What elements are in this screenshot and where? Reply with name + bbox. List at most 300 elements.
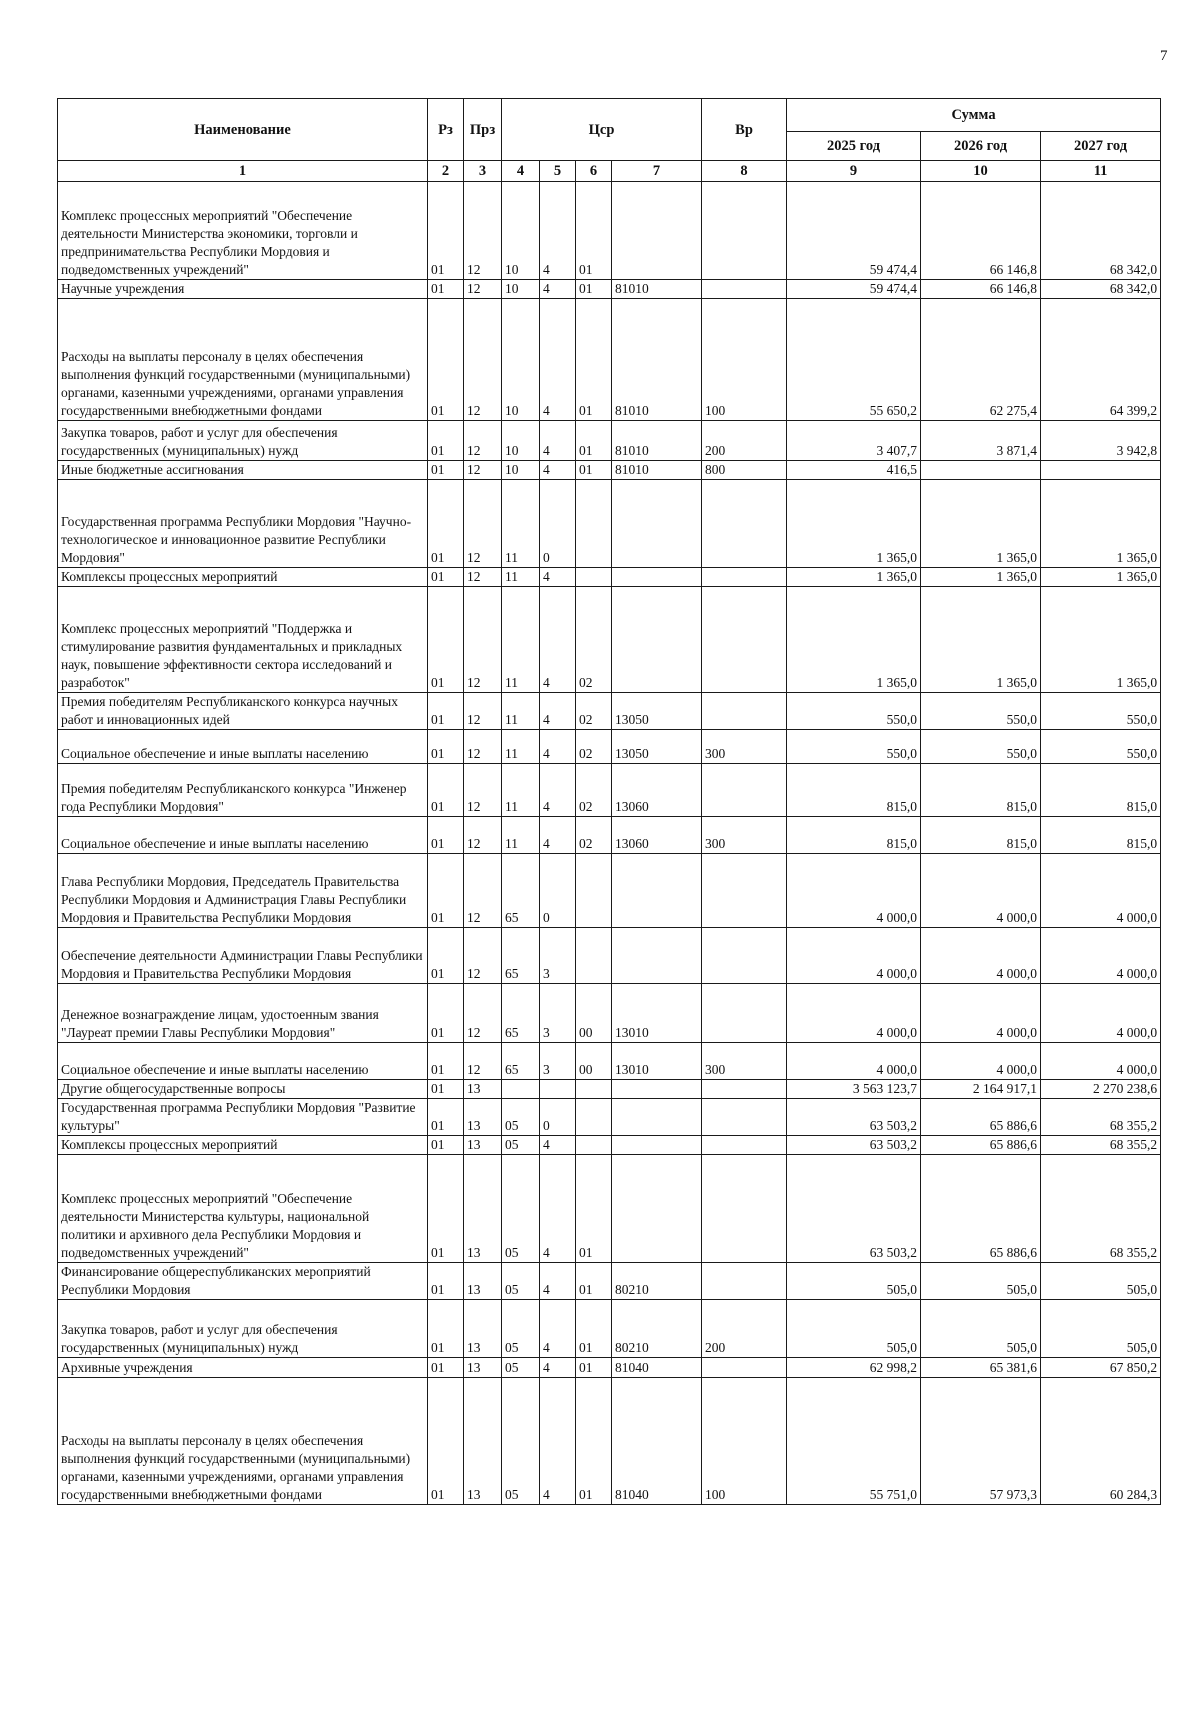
row-name: Архивные учреждения <box>58 1358 428 1378</box>
table-row <box>58 568 1161 587</box>
row-csr-direction <box>612 1155 702 1263</box>
row-csr-program <box>502 1080 540 1099</box>
row-sum-2026: 505,0 <box>921 1263 1041 1300</box>
col-number: 9 <box>787 161 921 182</box>
row-csr-program: 65 <box>502 1043 540 1080</box>
row-csr-type: 3 <box>540 1043 576 1080</box>
row-prz: 12 <box>464 182 502 280</box>
row-rz: 01 <box>428 280 464 299</box>
row-csr-type: 4 <box>540 1136 576 1155</box>
row-csr-subprogram: 01 <box>576 299 612 421</box>
table-row <box>58 1378 1161 1505</box>
row-sum-2026: 1 365,0 <box>921 568 1041 587</box>
row-csr-direction: 13050 <box>612 693 702 730</box>
row-sum-2027: 68 355,2 <box>1041 1099 1161 1136</box>
table-row <box>58 817 1161 854</box>
row-vr: 200 <box>702 421 787 461</box>
row-vr: 100 <box>702 299 787 421</box>
row-csr-direction: 81010 <box>612 299 702 421</box>
row-sum-2026: 1 365,0 <box>921 480 1041 568</box>
row-sum-2026: 550,0 <box>921 693 1041 730</box>
row-sum-2027: 815,0 <box>1041 764 1161 817</box>
row-sum-2027: 1 365,0 <box>1041 568 1161 587</box>
header-year-2025: 2025 год <box>787 132 921 161</box>
row-vr <box>702 587 787 693</box>
row-csr-subprogram <box>576 854 612 928</box>
row-vr <box>702 182 787 280</box>
table-row <box>58 1300 1161 1358</box>
row-sum-2027: 60 284,3 <box>1041 1378 1161 1505</box>
row-csr-direction: 13060 <box>612 817 702 854</box>
table-row <box>58 1263 1161 1300</box>
row-csr-subprogram: 02 <box>576 693 612 730</box>
col-number: 11 <box>1041 161 1161 182</box>
row-prz: 12 <box>464 280 502 299</box>
row-csr-subprogram: 01 <box>576 421 612 461</box>
row-csr-subprogram: 01 <box>576 1155 612 1263</box>
row-name: Социальное обеспечение и иные выплаты населению <box>58 730 428 764</box>
row-vr <box>702 693 787 730</box>
row-csr-program: 05 <box>502 1263 540 1300</box>
row-sum-2025: 550,0 <box>787 730 921 764</box>
table-row <box>58 1136 1161 1155</box>
row-vr: 100 <box>702 1378 787 1505</box>
row-rz: 01 <box>428 764 464 817</box>
row-prz: 13 <box>464 1300 502 1358</box>
row-rz: 01 <box>428 587 464 693</box>
row-csr-type: 4 <box>540 1263 576 1300</box>
row-sum-2025: 416,5 <box>787 461 921 480</box>
header-name: Наименование <box>58 99 428 161</box>
row-csr-program: 11 <box>502 730 540 764</box>
row-sum-2025: 3 407,7 <box>787 421 921 461</box>
row-rz: 01 <box>428 1080 464 1099</box>
row-csr-direction <box>612 568 702 587</box>
col-number: 4 <box>502 161 540 182</box>
row-name: Комплекс процессных мероприятий "Обеспечение деятельности Министерства экономики, торговли и предпринимательства Республики Мордовия и подведомственных учреждений" <box>58 182 428 280</box>
row-sum-2027: 1 365,0 <box>1041 587 1161 693</box>
row-name: Иные бюджетные ассигнования <box>58 461 428 480</box>
row-csr-type: 4 <box>540 730 576 764</box>
row-prz: 13 <box>464 1378 502 1505</box>
row-name: Научные учреждения <box>58 280 428 299</box>
row-sum-2026: 815,0 <box>921 817 1041 854</box>
row-csr-subprogram: 00 <box>576 1043 612 1080</box>
table-row <box>58 421 1161 461</box>
row-sum-2026: 65 886,6 <box>921 1136 1041 1155</box>
header-csr: Цср <box>502 99 702 161</box>
row-prz: 12 <box>464 854 502 928</box>
row-rz: 01 <box>428 182 464 280</box>
row-csr-subprogram: 01 <box>576 1263 612 1300</box>
row-csr-program: 11 <box>502 817 540 854</box>
row-rz: 01 <box>428 817 464 854</box>
row-sum-2027: 68 342,0 <box>1041 280 1161 299</box>
row-csr-program: 65 <box>502 928 540 984</box>
row-csr-direction: 81040 <box>612 1358 702 1378</box>
row-rz: 01 <box>428 1043 464 1080</box>
row-csr-subprogram <box>576 928 612 984</box>
row-csr-direction: 80210 <box>612 1300 702 1358</box>
row-csr-type: 4 <box>540 693 576 730</box>
row-sum-2025: 4 000,0 <box>787 984 921 1043</box>
row-csr-type: 4 <box>540 568 576 587</box>
row-prz: 12 <box>464 587 502 693</box>
row-csr-type: 4 <box>540 182 576 280</box>
row-rz: 01 <box>428 730 464 764</box>
row-sum-2025: 550,0 <box>787 693 921 730</box>
row-sum-2025: 63 503,2 <box>787 1099 921 1136</box>
row-name: Закупка товаров, работ и услуг для обеспечения государственных (муниципальных) нужд <box>58 421 428 461</box>
row-name: Государственная программа Республики Мордовия "Научно-технологическое и инновационное развитие Республики Мордовия" <box>58 480 428 568</box>
row-name: Социальное обеспечение и иные выплаты населению <box>58 1043 428 1080</box>
row-csr-program: 10 <box>502 280 540 299</box>
col-number: 10 <box>921 161 1041 182</box>
header-year-2027: 2027 год <box>1041 132 1161 161</box>
row-csr-type: 0 <box>540 854 576 928</box>
row-sum-2025: 55 650,2 <box>787 299 921 421</box>
row-sum-2026: 2 164 917,1 <box>921 1080 1041 1099</box>
row-prz: 13 <box>464 1155 502 1263</box>
row-vr <box>702 1155 787 1263</box>
row-csr-direction <box>612 928 702 984</box>
row-vr <box>702 480 787 568</box>
row-prz: 12 <box>464 984 502 1043</box>
row-csr-subprogram: 01 <box>576 182 612 280</box>
col-number: 6 <box>576 161 612 182</box>
table-row <box>58 1099 1161 1136</box>
row-vr <box>702 1080 787 1099</box>
row-sum-2027: 4 000,0 <box>1041 854 1161 928</box>
row-vr <box>702 928 787 984</box>
col-number: 5 <box>540 161 576 182</box>
row-rz: 01 <box>428 568 464 587</box>
table-row <box>58 587 1161 693</box>
row-prz: 12 <box>464 817 502 854</box>
row-csr-type: 4 <box>540 299 576 421</box>
row-rz: 01 <box>428 1136 464 1155</box>
table-row <box>58 1358 1161 1378</box>
row-name: Премия победителям Республиканского конкурса "Инженер года Республики Мордовия" <box>58 764 428 817</box>
row-sum-2025: 63 503,2 <box>787 1155 921 1263</box>
row-csr-subprogram: 01 <box>576 1378 612 1505</box>
row-sum-2026: 4 000,0 <box>921 984 1041 1043</box>
row-csr-program: 11 <box>502 693 540 730</box>
row-csr-type: 4 <box>540 1155 576 1263</box>
row-csr-program: 11 <box>502 568 540 587</box>
row-csr-subprogram <box>576 568 612 587</box>
col-number: 3 <box>464 161 502 182</box>
row-csr-subprogram: 01 <box>576 1358 612 1378</box>
row-csr-type: 3 <box>540 928 576 984</box>
row-csr-subprogram: 02 <box>576 817 612 854</box>
row-csr-program: 05 <box>502 1136 540 1155</box>
row-csr-type: 4 <box>540 280 576 299</box>
table-row <box>58 182 1161 280</box>
row-sum-2027: 64 399,2 <box>1041 299 1161 421</box>
row-vr <box>702 984 787 1043</box>
row-name: Глава Республики Мордовия, Председатель Правительства Республики Мордовия и Администрация Главы Республики Мордовия и Правительства Республики Мордовия <box>58 854 428 928</box>
row-sum-2027: 4 000,0 <box>1041 928 1161 984</box>
table-row <box>58 299 1161 421</box>
row-rz: 01 <box>428 928 464 984</box>
row-csr-subprogram: 01 <box>576 1300 612 1358</box>
row-sum-2025: 505,0 <box>787 1263 921 1300</box>
row-sum-2025: 4 000,0 <box>787 928 921 984</box>
row-vr <box>702 854 787 928</box>
row-sum-2026 <box>921 461 1041 480</box>
row-sum-2027: 4 000,0 <box>1041 1043 1161 1080</box>
header-year-2026: 2026 год <box>921 132 1041 161</box>
row-sum-2026: 4 000,0 <box>921 854 1041 928</box>
row-sum-2026: 4 000,0 <box>921 1043 1041 1080</box>
row-sum-2027: 505,0 <box>1041 1263 1161 1300</box>
row-csr-type: 4 <box>540 1378 576 1505</box>
row-csr-direction: 81010 <box>612 461 702 480</box>
row-rz: 01 <box>428 1358 464 1378</box>
row-rz: 01 <box>428 1263 464 1300</box>
row-vr <box>702 1263 787 1300</box>
row-csr-direction <box>612 1099 702 1136</box>
row-csr-type: 0 <box>540 1099 576 1136</box>
row-rz: 01 <box>428 299 464 421</box>
budget-table <box>57 98 1161 1505</box>
row-csr-program: 05 <box>502 1300 540 1358</box>
row-sum-2027: 1 365,0 <box>1041 480 1161 568</box>
row-sum-2025: 59 474,4 <box>787 280 921 299</box>
row-vr: 300 <box>702 730 787 764</box>
table-row <box>58 461 1161 480</box>
row-prz: 12 <box>464 1043 502 1080</box>
row-name: Расходы на выплаты персоналу в целях обеспечения выполнения функций государственными (муниципальными) органами, казенными учреждениями, органами управления государственными внебюджетными фондами <box>58 299 428 421</box>
row-sum-2027: 815,0 <box>1041 817 1161 854</box>
row-rz: 01 <box>428 1155 464 1263</box>
row-csr-type: 4 <box>540 1300 576 1358</box>
row-rz: 01 <box>428 480 464 568</box>
row-vr <box>702 280 787 299</box>
header-vr: Вр <box>702 99 787 161</box>
row-csr-direction <box>612 587 702 693</box>
row-prz: 13 <box>464 1263 502 1300</box>
row-csr-subprogram: 00 <box>576 984 612 1043</box>
row-name: Комплексы процессных мероприятий <box>58 1136 428 1155</box>
row-name: Социальное обеспечение и иные выплаты населению <box>58 817 428 854</box>
row-rz: 01 <box>428 1099 464 1136</box>
table-row <box>58 730 1161 764</box>
row-sum-2027: 67 850,2 <box>1041 1358 1161 1378</box>
row-csr-program: 05 <box>502 1099 540 1136</box>
row-csr-program: 65 <box>502 984 540 1043</box>
row-name: Обеспечение деятельности Администрации Главы Республики Мордовия и Правительства Республики Мордовия <box>58 928 428 984</box>
row-prz: 12 <box>464 928 502 984</box>
row-rz: 01 <box>428 854 464 928</box>
table-row <box>58 693 1161 730</box>
row-vr: 200 <box>702 1300 787 1358</box>
row-rz: 01 <box>428 421 464 461</box>
row-csr-subprogram: 02 <box>576 587 612 693</box>
row-vr <box>702 1358 787 1378</box>
row-csr-direction: 81010 <box>612 280 702 299</box>
row-csr-program: 65 <box>502 854 540 928</box>
row-sum-2025: 62 998,2 <box>787 1358 921 1378</box>
row-name: Финансирование общереспубликанских мероприятий Республики Мордовия <box>58 1263 428 1300</box>
row-prz: 12 <box>464 764 502 817</box>
row-sum-2026: 1 365,0 <box>921 587 1041 693</box>
col-number: 8 <box>702 161 787 182</box>
row-csr-type: 3 <box>540 984 576 1043</box>
row-sum-2025: 1 365,0 <box>787 480 921 568</box>
row-vr: 800 <box>702 461 787 480</box>
row-vr: 300 <box>702 1043 787 1080</box>
row-sum-2027: 68 355,2 <box>1041 1155 1161 1263</box>
table-row <box>58 480 1161 568</box>
row-csr-subprogram: 02 <box>576 764 612 817</box>
row-csr-type <box>540 1080 576 1099</box>
row-csr-direction: 81010 <box>612 421 702 461</box>
col-number: 1 <box>58 161 428 182</box>
row-sum-2025: 4 000,0 <box>787 854 921 928</box>
row-csr-program: 11 <box>502 480 540 568</box>
row-sum-2027: 550,0 <box>1041 730 1161 764</box>
row-sum-2026: 57 973,3 <box>921 1378 1041 1505</box>
row-csr-direction <box>612 1136 702 1155</box>
row-prz: 13 <box>464 1358 502 1378</box>
row-csr-type: 4 <box>540 1358 576 1378</box>
row-vr <box>702 764 787 817</box>
row-csr-type: 4 <box>540 817 576 854</box>
row-csr-direction: 81040 <box>612 1378 702 1505</box>
row-sum-2027: 550,0 <box>1041 693 1161 730</box>
row-name: Расходы на выплаты персоналу в целях обеспечения выполнения функций государственными (муниципальными) органами, казенными учреждениями, органами управления государственными внебюджетными фондами <box>58 1378 428 1505</box>
row-csr-direction <box>612 480 702 568</box>
row-sum-2025: 59 474,4 <box>787 182 921 280</box>
row-sum-2026: 4 000,0 <box>921 928 1041 984</box>
row-csr-direction: 13050 <box>612 730 702 764</box>
row-sum-2026: 66 146,8 <box>921 182 1041 280</box>
row-sum-2026: 3 871,4 <box>921 421 1041 461</box>
row-sum-2025: 4 000,0 <box>787 1043 921 1080</box>
row-sum-2027: 3 942,8 <box>1041 421 1161 461</box>
row-sum-2026: 62 275,4 <box>921 299 1041 421</box>
row-sum-2025: 55 751,0 <box>787 1378 921 1505</box>
row-sum-2026: 65 886,6 <box>921 1155 1041 1263</box>
row-csr-type: 4 <box>540 587 576 693</box>
row-sum-2026: 550,0 <box>921 730 1041 764</box>
row-sum-2026: 815,0 <box>921 764 1041 817</box>
row-sum-2025: 63 503,2 <box>787 1136 921 1155</box>
table-row <box>58 1080 1161 1099</box>
row-prz: 12 <box>464 730 502 764</box>
col-number: 7 <box>612 161 702 182</box>
row-prz: 13 <box>464 1099 502 1136</box>
row-csr-program: 10 <box>502 461 540 480</box>
row-csr-subprogram: 01 <box>576 461 612 480</box>
row-prz: 12 <box>464 299 502 421</box>
table-row <box>58 928 1161 984</box>
table-row <box>58 280 1161 299</box>
row-csr-subprogram <box>576 480 612 568</box>
row-sum-2026: 65 886,6 <box>921 1099 1041 1136</box>
header-sum: Сумма <box>787 99 1161 132</box>
row-csr-program: 11 <box>502 764 540 817</box>
row-vr <box>702 1099 787 1136</box>
table-row <box>58 1155 1161 1263</box>
page-number: 7 <box>1160 48 1168 64</box>
row-prz: 12 <box>464 480 502 568</box>
row-csr-direction <box>612 1080 702 1099</box>
row-vr <box>702 568 787 587</box>
row-csr-program: 10 <box>502 299 540 421</box>
row-vr: 300 <box>702 817 787 854</box>
row-sum-2027: 68 342,0 <box>1041 182 1161 280</box>
row-csr-subprogram: 02 <box>576 730 612 764</box>
row-csr-program: 05 <box>502 1155 540 1263</box>
row-prz: 13 <box>464 1136 502 1155</box>
row-rz: 01 <box>428 984 464 1043</box>
table-row <box>58 764 1161 817</box>
row-prz: 12 <box>464 461 502 480</box>
row-csr-direction: 80210 <box>612 1263 702 1300</box>
row-sum-2025: 1 365,0 <box>787 587 921 693</box>
row-csr-program: 11 <box>502 587 540 693</box>
row-csr-subprogram: 01 <box>576 280 612 299</box>
row-sum-2025: 815,0 <box>787 817 921 854</box>
row-csr-program: 10 <box>502 182 540 280</box>
row-sum-2027 <box>1041 461 1161 480</box>
row-rz: 01 <box>428 1378 464 1505</box>
row-sum-2025: 1 365,0 <box>787 568 921 587</box>
row-csr-type: 4 <box>540 764 576 817</box>
row-rz: 01 <box>428 461 464 480</box>
row-name: Комплексы процессных мероприятий <box>58 568 428 587</box>
table-row <box>58 854 1161 928</box>
row-csr-type: 4 <box>540 421 576 461</box>
row-csr-direction: 13010 <box>612 984 702 1043</box>
row-vr <box>702 1136 787 1155</box>
row-csr-program: 05 <box>502 1358 540 1378</box>
row-name: Другие общегосударственные вопросы <box>58 1080 428 1099</box>
table-body <box>58 182 1161 1505</box>
col-number: 2 <box>428 161 464 182</box>
row-name: Закупка товаров, работ и услуг для обеспечения государственных (муниципальных) нужд <box>58 1300 428 1358</box>
header-prz: Прз <box>464 99 502 161</box>
row-name: Комплекс процессных мероприятий "Поддержка и стимулирование развития фундаментальных и прикладных наук, повышение эффективности сектора исследований и разработок" <box>58 587 428 693</box>
row-prz: 12 <box>464 693 502 730</box>
row-sum-2025: 815,0 <box>787 764 921 817</box>
row-sum-2027: 505,0 <box>1041 1300 1161 1358</box>
header-rz: Рз <box>428 99 464 161</box>
row-rz: 01 <box>428 693 464 730</box>
row-csr-direction: 13010 <box>612 1043 702 1080</box>
row-name: Комплекс процессных мероприятий "Обеспечение деятельности Министерства культуры, национальной политики и архивного дела Республики Мордовия и подведомственных учреждений" <box>58 1155 428 1263</box>
row-sum-2027: 4 000,0 <box>1041 984 1161 1043</box>
row-name: Денежное вознаграждение лицам, удостоенным звания "Лауреат премии Главы Республики Мордовия" <box>58 984 428 1043</box>
row-sum-2026: 505,0 <box>921 1300 1041 1358</box>
row-prz: 12 <box>464 568 502 587</box>
row-sum-2027: 68 355,2 <box>1041 1136 1161 1155</box>
table-row <box>58 984 1161 1043</box>
row-name: Премия победителям Республиканского конкурса научных работ и инновационных идей <box>58 693 428 730</box>
row-sum-2026: 65 381,6 <box>921 1358 1041 1378</box>
row-csr-type: 0 <box>540 480 576 568</box>
row-csr-program: 10 <box>502 421 540 461</box>
row-prz: 12 <box>464 421 502 461</box>
row-csr-subprogram <box>576 1080 612 1099</box>
row-name: Государственная программа Республики Мордовия "Развитие культуры" <box>58 1099 428 1136</box>
row-prz: 13 <box>464 1080 502 1099</box>
row-csr-direction <box>612 182 702 280</box>
table-row <box>58 1043 1161 1080</box>
